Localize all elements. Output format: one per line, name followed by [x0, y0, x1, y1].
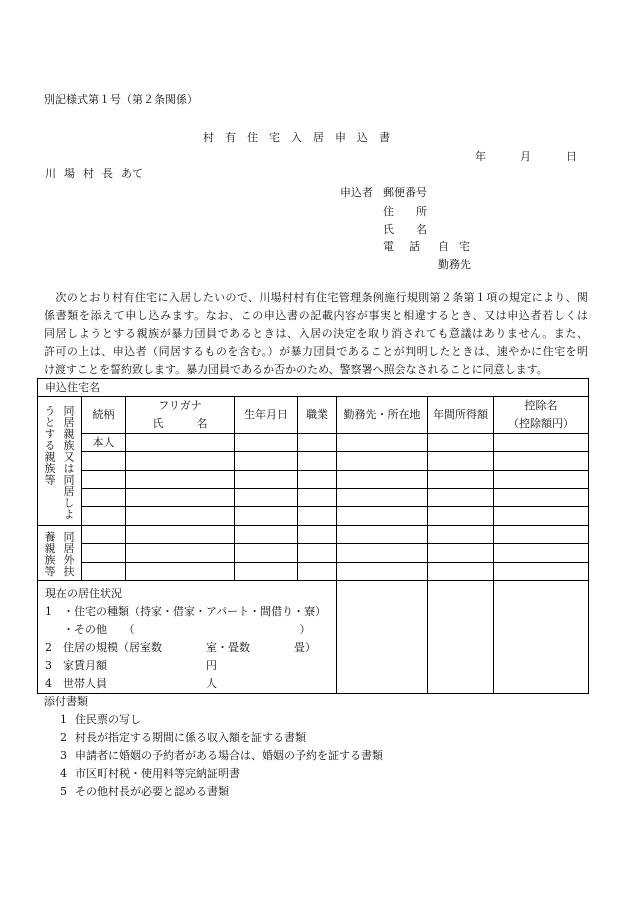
addressee-name: 川場村長 — [45, 167, 121, 180]
cell-income — [428, 563, 494, 581]
addressee-suffix: あて — [121, 167, 143, 180]
residence-item — [45, 657, 336, 675]
cell-occupation — [298, 434, 337, 452]
item-number: 3 — [60, 749, 67, 762]
group-dependents-label: 同居外扶養親族等 — [43, 531, 75, 577]
cell-occupation — [298, 471, 337, 489]
cell-workplace — [337, 581, 428, 694]
cell-deduction — [494, 563, 589, 581]
intro-line: 同居しようとする親族が暴力団員であるときは、入居の決定を取り消されても意議はありません。また、 — [44, 327, 588, 340]
cell-birthdate — [235, 563, 298, 581]
attachment-item — [44, 711, 383, 729]
cell-occupation — [298, 452, 337, 471]
addressee — [45, 167, 143, 181]
residence-row — [38, 581, 589, 694]
item-number: 2 — [60, 731, 67, 744]
cell-occupation — [298, 526, 337, 544]
cell-deduction — [494, 544, 589, 563]
cell-birthdate — [235, 452, 298, 471]
item-number: 1 — [45, 605, 52, 618]
table-row — [38, 544, 589, 563]
cell-workplace — [337, 526, 428, 544]
phone-work-label: 勤務先 — [438, 258, 471, 271]
header-name-label: 氏 名 — [152, 417, 208, 430]
table-row — [38, 471, 589, 489]
group-cohabiting-label: 同居親族又は同居しようとする親族等 — [43, 405, 75, 520]
address-label: 住 所 — [383, 205, 427, 218]
cell-income — [428, 471, 494, 489]
cell-workplace — [337, 563, 428, 581]
cell-relation: 本人 — [82, 434, 126, 452]
header-birthdate: 生年月日 — [235, 397, 298, 434]
cell-deduction — [494, 471, 589, 489]
item-text: 村長が指定する期間に係る収入額を証する書類 — [75, 731, 306, 744]
intro-line: 次のとおり村有住宅に入居したいので、川場村村有住宅管理条例施行規則第２条第１項の規定により、関 — [44, 291, 588, 304]
item-text: 申請者に婚姻の予約者がある場合は、婚姻の予約を証する書類 — [75, 749, 383, 762]
attachment-item — [44, 747, 383, 765]
cell-deduction — [494, 489, 589, 507]
form-number: 別記様式第１号（第２条関係） — [44, 93, 198, 106]
header-occupation: 職業 — [298, 397, 337, 434]
housing-name-row — [38, 379, 589, 397]
cell-workplace — [337, 434, 428, 452]
cell-relation — [82, 563, 126, 581]
item-number: 4 — [60, 767, 67, 780]
cell-deduction — [494, 526, 589, 544]
cell-name — [126, 471, 235, 489]
cell-relation — [82, 544, 126, 563]
table-row — [38, 434, 589, 452]
cell-relation — [82, 452, 126, 471]
item-number: 5 — [60, 785, 67, 798]
housing-name-cell: 申込住宅名 — [38, 379, 589, 397]
attachment-item — [44, 729, 383, 747]
cell-workplace — [337, 452, 428, 471]
cell-occupation — [298, 489, 337, 507]
applicant-label: 申込者 — [340, 186, 373, 199]
table-row — [38, 489, 589, 507]
cell-relation — [82, 471, 126, 489]
cell-workplace — [337, 507, 428, 526]
cell-deduction — [494, 434, 589, 452]
item-text: 市区町村税・使用料等完納証明書 — [75, 767, 240, 780]
cell-occupation — [298, 563, 337, 581]
cell-workplace — [337, 544, 428, 563]
intro-line: 許可の上は、申込者（同居するものを含む。）が暴力団員であることが判明したときは、速やかに住宅を明 — [44, 345, 588, 358]
table-row — [38, 507, 589, 526]
item-number: 1 — [60, 713, 67, 726]
header-deduction-label: 控除名 — [524, 399, 558, 412]
cell-relation — [82, 489, 126, 507]
date-month-label: 月 — [520, 150, 531, 163]
document-title: 村有住宅入居申込書 — [203, 131, 401, 144]
application-table — [37, 378, 589, 694]
cell-name — [126, 489, 235, 507]
cell-deduction — [494, 507, 589, 526]
cell-income — [428, 489, 494, 507]
header-furigana-label: フリガナ — [158, 399, 202, 412]
table-header-row — [38, 397, 589, 434]
phone-label: 電 話 — [383, 240, 422, 253]
cell-name — [126, 507, 235, 526]
item-text: 住民票の写し — [75, 713, 141, 726]
cell-deduction — [494, 581, 589, 694]
cell-income — [428, 581, 494, 694]
cell-name — [126, 563, 235, 581]
group-cohabiting-cell — [38, 397, 82, 526]
table-row — [38, 452, 589, 471]
cell-birthdate — [235, 507, 298, 526]
name-label: 氏 名 — [383, 223, 427, 236]
intro-line: け渡すことを誓約致します。暴力団員であるか否かのため、警察署へ照会なされることに同意します。 — [44, 363, 548, 376]
cell-workplace — [337, 489, 428, 507]
cell-birthdate — [235, 489, 298, 507]
residence-item — [45, 639, 336, 657]
date-day-label: 日 — [566, 150, 577, 163]
date-year-label: 年 — [475, 150, 486, 163]
cell-relation — [82, 507, 126, 526]
cell-workplace — [337, 471, 428, 489]
attachment-item — [44, 765, 383, 783]
intro-line: 係書類を添えて申し込みます。なお、この申込書の記載内容が事実と相違するとき、又は申込者若しくは — [44, 309, 588, 322]
cell-deduction — [494, 452, 589, 471]
item-text: ・住宅の種類（持家・借家・アパート・間借り・寮） — [63, 605, 327, 618]
header-name — [126, 397, 235, 434]
residence-title: 現在の居住状況 — [45, 587, 122, 600]
item-text: 住居の規模（居室数 室・畳数 畳） — [63, 641, 316, 654]
item-number: 3 — [45, 659, 52, 672]
phone-home-label: 自宅 — [438, 240, 480, 253]
residence-status-cell — [38, 581, 337, 694]
item-text: 家賃月額 円 — [63, 659, 217, 672]
attachment-item — [44, 783, 383, 801]
cell-income — [428, 544, 494, 563]
table-row — [38, 563, 589, 581]
cell-income — [428, 452, 494, 471]
intro-paragraph — [44, 289, 588, 379]
cell-name — [126, 526, 235, 544]
residence-item — [45, 621, 336, 639]
cell-birthdate — [235, 544, 298, 563]
header-deduction-amount-label: （控除額円） — [508, 417, 574, 430]
cell-birthdate — [235, 526, 298, 544]
cell-income — [428, 507, 494, 526]
residence-item — [45, 675, 336, 693]
cell-birthdate — [235, 434, 298, 452]
cell-income — [428, 434, 494, 452]
table-row — [38, 526, 589, 544]
cell-relation — [82, 526, 126, 544]
header-relation: 続柄 — [82, 397, 126, 434]
cell-occupation — [298, 507, 337, 526]
item-number: 4 — [45, 677, 52, 690]
cell-name — [126, 452, 235, 471]
group-dependents-cell — [38, 526, 82, 581]
item-number: 2 — [45, 641, 52, 654]
header-workplace: 勤務先・所在地 — [337, 397, 428, 434]
cell-name — [126, 434, 235, 452]
item-text: ・その他 （ ） — [63, 623, 311, 636]
cell-occupation — [298, 544, 337, 563]
item-text: 世帯人員 人 — [63, 677, 217, 690]
header-deduction — [494, 397, 589, 434]
postal-code-label: 郵便番号 — [383, 186, 427, 199]
cell-income — [428, 526, 494, 544]
header-income: 年間所得額 — [428, 397, 494, 434]
item-text: その他村長が必要と認める書類 — [75, 785, 229, 798]
attachments-title: 添付書類 — [44, 695, 88, 708]
cell-name — [126, 544, 235, 563]
cell-birthdate — [235, 471, 298, 489]
residence-item — [45, 603, 336, 621]
attachments-section — [44, 693, 383, 801]
